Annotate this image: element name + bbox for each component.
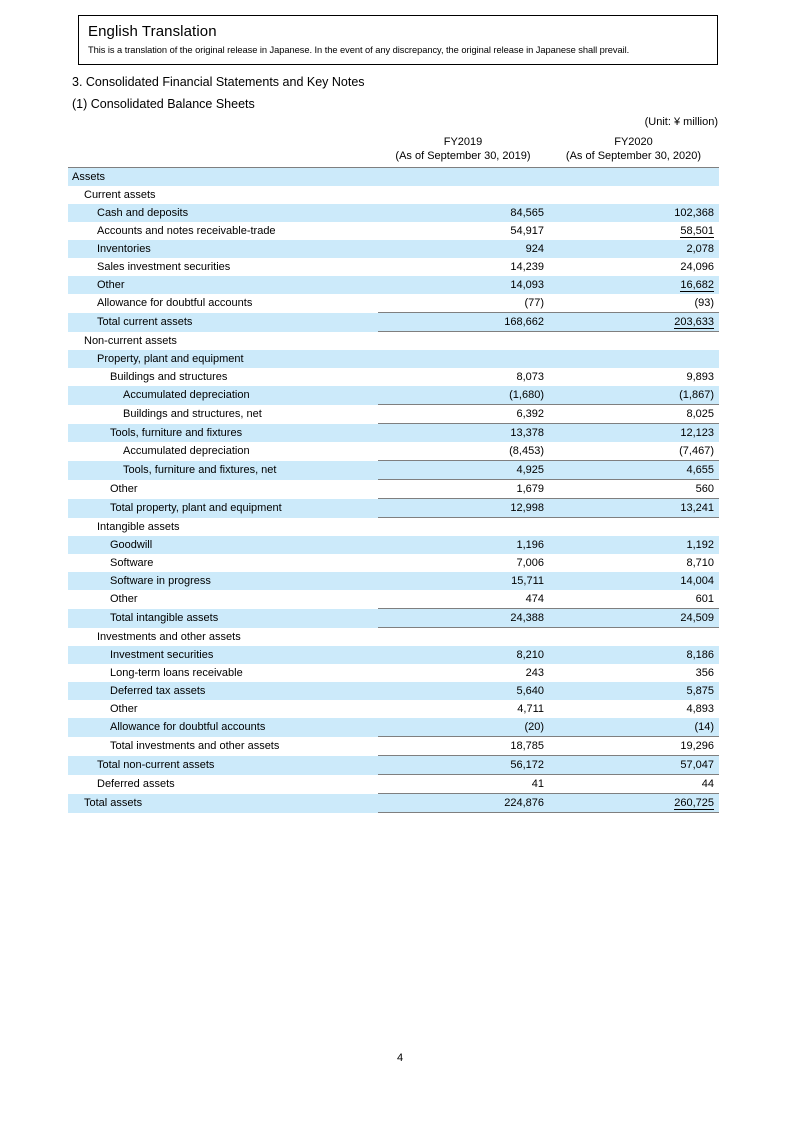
table-row [68,258,719,276]
cell-fy2020-value: 58,501 [680,225,714,237]
row-label: Intangible assets [97,520,180,533]
row-label: Investment securities [68,646,378,664]
row-label: Allowance for doubtful accounts [68,718,378,737]
cell-fy2020 [548,350,719,368]
cell-fy2020: (93) [694,297,714,309]
section-heading: 3. Consolidated Financial Statements and Key Notes [72,75,365,89]
table-row [68,368,719,386]
table-row [68,518,719,537]
table-row [68,442,719,461]
cell-fy2019: 14,239 [510,261,544,273]
fy2019-date: (As of September 30, 2019) [395,150,531,162]
table-row [68,590,719,609]
table-row [68,628,719,647]
fy2020-date: (As of September 30, 2020) [565,150,702,162]
row-label: Property, plant and equipment [68,350,378,368]
cell-fy2020 [548,628,719,647]
table-row [68,794,719,813]
cell-fy2020: 356 [695,667,714,679]
cell-fy2019: 1,196 [378,536,548,554]
cell-fy2019: 84,565 [378,204,548,222]
cell-fy2020: 560 [695,483,714,495]
row-label: Other [110,703,138,715]
column-header-fy2019 [378,133,548,167]
table-row [68,718,719,737]
table-row [68,276,719,294]
table-row [68,572,719,590]
table-row [68,240,719,258]
cell-fy2020: 24,509 [548,609,719,628]
cell-fy2019: 224,876 [378,794,548,813]
fy2019-year: FY2019 [443,136,483,148]
row-label: Tools, furniture and fixtures, net [68,461,378,480]
column-header-fy2020 [548,133,719,167]
cell-fy2019: 924 [378,240,548,258]
column-header-label [68,133,378,167]
cell-fy2019 [378,628,548,647]
cell-fy2019: 13,378 [378,424,548,443]
row-label: Cash and deposits [68,204,378,222]
cell-fy2019: 8,210 [378,646,548,664]
cell-fy2020: 4,893 [686,703,714,715]
cell-fy2020: 24,096 [680,261,714,273]
cell-fy2020: 4,655 [548,461,719,480]
cell-fy2020 [548,222,719,240]
subsection-heading: (1) Consolidated Balance Sheets [72,97,255,111]
cell-fy2020 [548,186,719,204]
row-label: Allowance for doubtful accounts [97,297,253,310]
row-label: Goodwill [68,536,378,554]
row-label: Tools, furniture and fixtures [68,424,378,443]
table-row [68,186,719,204]
table-row [68,386,719,405]
table-row [68,313,719,332]
row-label: Total assets [68,794,378,813]
cell-fy2020: 8,025 [548,405,719,424]
row-label: Buildings and structures, net [123,408,262,420]
notice-body: This is a translation of the original release in Japanese. In the event of any discrepancy, the original release in Japanese shall prevail. [88,45,630,55]
table-row [68,168,719,187]
cell-fy2020-value: 260,725 [674,797,714,809]
table-header-row [68,133,719,167]
cell-fy2020: (7,467) [679,445,714,457]
cell-fy2020: 19,296 [548,737,719,756]
row-label: Total intangible assets [68,609,378,628]
cell-fy2020: 9,893 [686,371,714,383]
cell-fy2019: 6,392 [378,405,548,424]
table-row [68,737,719,756]
row-label: Other [110,593,138,606]
cell-fy2019: 56,172 [378,756,548,775]
cell-fy2019: 243 [525,667,544,679]
table-body [68,168,719,813]
balance-sheet-table [68,133,719,813]
cell-fy2020 [548,332,719,351]
cell-fy2019: 24,388 [378,609,548,628]
cell-fy2020: 44 [701,778,714,790]
cell-fy2019 [378,518,548,537]
cell-fy2019: (20) [378,718,548,737]
row-label: Buildings and structures [110,371,228,383]
cell-fy2020: (1,867) [548,386,719,405]
cell-fy2019: 12,998 [378,499,548,518]
english-translation-notice [78,15,718,65]
cell-fy2020 [548,168,719,187]
cell-fy2020: 13,241 [548,499,719,518]
table-row [68,646,719,664]
cell-fy2019: 4,925 [378,461,548,480]
cell-fy2020-value: 16,682 [680,279,714,291]
cell-fy2019: 7,006 [516,557,544,569]
table-row [68,536,719,554]
row-label: Software [110,557,154,569]
fy2020-year: FY2020 [614,136,653,148]
table-row [68,664,719,682]
table-row [68,480,719,499]
table-row [68,775,719,794]
row-label: Other [110,483,138,495]
unit-label: (Unit: ¥ million) [644,116,718,128]
table-row [68,222,719,240]
page-number: 4 [396,1052,404,1064]
table-row [68,682,719,700]
cell-fy2019: 54,917 [510,225,544,237]
cell-fy2019: (1,680) [378,386,548,405]
cell-fy2019: (77) [524,297,544,309]
notice-title: English Translation [88,23,217,40]
row-label: Software in progress [68,572,378,590]
cell-fy2019 [378,332,548,351]
cell-fy2019: 8,073 [516,371,544,383]
table-row [68,700,719,718]
table-header [68,133,719,168]
row-label: Total current assets [68,313,378,332]
cell-fy2020 [548,313,719,332]
cell-fy2019: 168,662 [378,313,548,332]
table-row [68,405,719,424]
row-label: Other [68,276,378,294]
table-row [68,609,719,628]
row-label: Assets [68,168,378,187]
cell-fy2019: 474 [525,593,544,605]
cell-fy2020: 8,186 [548,646,719,664]
cell-fy2020: 12,123 [548,424,719,443]
cell-fy2020 [548,276,719,294]
row-label: Accounts and notes receivable-trade [97,225,276,237]
table-row [68,294,719,313]
cell-fy2019: 5,640 [378,682,548,700]
table-row [68,204,719,222]
cell-fy2020: (14) [548,718,719,737]
cell-fy2020 [548,518,719,537]
cell-fy2019: (8,453) [509,445,544,457]
table-row [68,424,719,443]
row-label: Deferred assets [97,778,175,790]
table-row [68,554,719,572]
cell-fy2020: 5,875 [548,682,719,700]
table-row [68,461,719,480]
row-label: Total investments and other assets [110,740,280,752]
row-label: Investments and other assets [97,630,241,643]
cell-fy2019 [378,186,548,204]
table-row [68,332,719,351]
cell-fy2020-value: 203,633 [674,316,714,328]
cell-fy2020: 8,710 [686,557,714,569]
row-label: Accumulated depreciation [68,386,378,405]
cell-fy2019 [378,168,548,187]
table-row [68,350,719,368]
row-label: Sales investment securities [97,261,231,273]
row-label: Deferred tax assets [68,682,378,700]
cell-fy2019: 4,711 [517,703,544,715]
row-label: Total property, plant and equipment [68,499,378,518]
cell-fy2019: 41 [531,778,544,790]
row-label: Inventories [68,240,378,258]
cell-fy2020: 1,192 [548,536,719,554]
cell-fy2019: 1,679 [516,483,544,495]
cell-fy2020: 601 [695,593,714,605]
row-label: Long-term loans receivable [110,667,243,679]
cell-fy2020: 2,078 [548,240,719,258]
row-label: Accumulated depreciation [123,445,250,458]
cell-fy2019: 14,093 [378,276,548,294]
cell-fy2020 [548,794,719,813]
cell-fy2019: 18,785 [378,737,548,756]
cell-fy2020: 102,368 [548,204,719,222]
row-label: Non-current assets [84,334,177,347]
row-label: Total non-current assets [68,756,378,775]
row-label: Current assets [84,189,156,201]
cell-fy2019: 15,711 [378,572,548,590]
cell-fy2020: 14,004 [548,572,719,590]
table-row [68,756,719,775]
table-row [68,499,719,518]
cell-fy2019 [378,350,548,368]
cell-fy2020: 57,047 [548,756,719,775]
balance-sheet-table-wrap [68,133,719,813]
